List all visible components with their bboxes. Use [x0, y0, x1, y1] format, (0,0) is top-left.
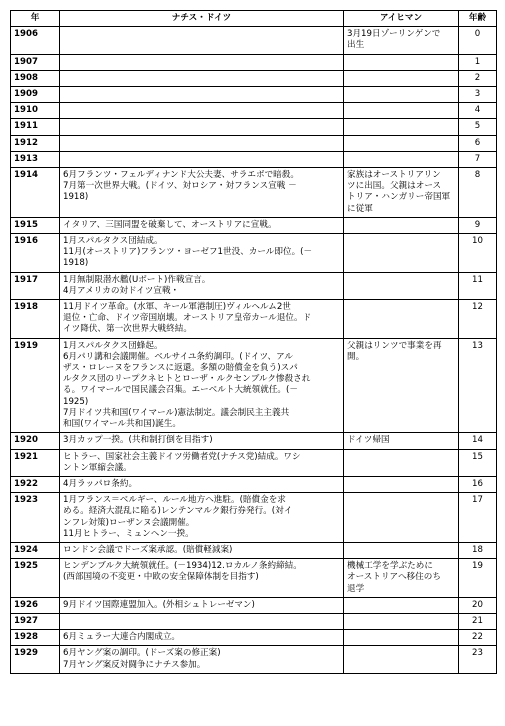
year-cell: 1921	[11, 449, 60, 476]
age-cell: 2	[459, 70, 497, 86]
nazi-germany-cell	[60, 87, 344, 103]
year-cell: 1927	[11, 613, 60, 629]
year-cell: 1910	[11, 103, 60, 119]
eichmann-cell: ドイツ帰国	[344, 433, 459, 449]
age-cell: 14	[459, 433, 497, 449]
nazi-germany-cell	[60, 103, 344, 119]
nazi-germany-cell: 1月フランス＝ベルギー、ルール地方へ進駐。(賠償金を求 める。経済大混乱に陥る)レンテンマルク銀行券発行。(対イ ンフレ対策)ローザンヌ会議開催。 11月ヒトラー、ミュンヘン一揆。	[60, 493, 344, 543]
year-cell: 1911	[11, 119, 60, 135]
table-row	[11, 70, 497, 86]
age-cell: 12	[459, 300, 497, 339]
nazi-germany-cell: ロンドン会議でドーズ案承認。(賠償軽減案)	[60, 542, 344, 558]
nazi-germany-cell: 9月ドイツ国際連盟加入。(外相シュトレーゼマン)	[60, 597, 344, 613]
table-row	[11, 234, 497, 273]
table-row	[11, 119, 497, 135]
table-row	[11, 272, 497, 299]
year-cell: 1913	[11, 151, 60, 167]
eichmann-cell: 家族はオーストリアリン ツに出国。父親はオース トリア・ハンガリー帝国軍 に従軍	[344, 168, 459, 218]
timeline-table	[10, 10, 497, 674]
header-age: 年齢	[459, 11, 497, 27]
header-eichmann: アイヒマン	[344, 11, 459, 27]
table-row	[11, 613, 497, 629]
age-cell: 6	[459, 135, 497, 151]
nazi-germany-cell	[60, 70, 344, 86]
header-nazi-germany: ナチス・ドイツ	[60, 11, 344, 27]
eichmann-cell	[344, 54, 459, 70]
year-cell: 1925	[11, 559, 60, 598]
age-cell: 5	[459, 119, 497, 135]
eichmann-cell	[344, 646, 459, 673]
eichmann-cell	[344, 87, 459, 103]
eichmann-cell	[344, 476, 459, 492]
table-row	[11, 300, 497, 339]
table-row	[11, 103, 497, 119]
eichmann-cell	[344, 135, 459, 151]
eichmann-cell	[344, 103, 459, 119]
eichmann-cell	[344, 70, 459, 86]
nazi-germany-cell: ヒトラー、国家社会主義ドイツ労働者党(ナチス党)結成。ワシ ントン軍縮会議。	[60, 449, 344, 476]
table-row	[11, 597, 497, 613]
table-row	[11, 135, 497, 151]
table-row	[11, 476, 497, 492]
nazi-germany-cell	[60, 151, 344, 167]
header-row	[11, 11, 497, 27]
year-cell: 1918	[11, 300, 60, 339]
nazi-germany-cell	[60, 54, 344, 70]
year-cell: 1919	[11, 338, 60, 433]
year-cell: 1926	[11, 597, 60, 613]
eichmann-cell	[344, 300, 459, 339]
age-cell: 1	[459, 54, 497, 70]
table-row	[11, 87, 497, 103]
timeline-body	[11, 27, 497, 674]
table-row	[11, 493, 497, 543]
age-cell: 7	[459, 151, 497, 167]
table-row	[11, 630, 497, 646]
nazi-germany-cell: 6月フランツ・フェルディナンド大公夫妻、サラエボで暗殺。 7月第一次世界大戦。(ドイツ、対ロシア・対フランス宣戦 － 1918)	[60, 168, 344, 218]
table-row	[11, 54, 497, 70]
table-row	[11, 433, 497, 449]
nazi-germany-cell	[60, 135, 344, 151]
eichmann-cell	[344, 613, 459, 629]
age-cell: 15	[459, 449, 497, 476]
age-cell: 18	[459, 542, 497, 558]
year-cell: 1923	[11, 493, 60, 543]
year-cell: 1909	[11, 87, 60, 103]
eichmann-cell	[344, 449, 459, 476]
age-cell: 17	[459, 493, 497, 543]
eichmann-cell	[344, 119, 459, 135]
year-cell: 1924	[11, 542, 60, 558]
age-cell: 23	[459, 646, 497, 673]
nazi-germany-cell: 6月ヤング案の調印。(ドーズ案の修正案) 7月ヤング案反対闘争にナチス参加。	[60, 646, 344, 673]
year-cell: 1916	[11, 234, 60, 273]
eichmann-cell	[344, 217, 459, 233]
age-cell: 10	[459, 234, 497, 273]
nazi-germany-cell: 1月スパルタクス団結成。 11月(オーストリア)フランツ・ヨーゼフ1世没、カール即位。(－ 1918)	[60, 234, 344, 273]
year-cell: 1917	[11, 272, 60, 299]
year-cell: 1906	[11, 27, 60, 54]
age-cell: 13	[459, 338, 497, 433]
table-row	[11, 559, 497, 598]
age-cell: 4	[459, 103, 497, 119]
year-cell: 1908	[11, 70, 60, 86]
table-row	[11, 151, 497, 167]
nazi-germany-cell: 6月ミュラー大連合内閣成立。	[60, 630, 344, 646]
age-cell: 20	[459, 597, 497, 613]
age-cell: 16	[459, 476, 497, 492]
nazi-germany-cell: 4月ラッパロ条約。	[60, 476, 344, 492]
table-row	[11, 27, 497, 54]
nazi-germany-cell	[60, 27, 344, 54]
year-cell: 1929	[11, 646, 60, 673]
eichmann-cell	[344, 272, 459, 299]
eichmann-cell	[344, 630, 459, 646]
eichmann-cell: 3月19日ゾーリンゲンで 出生	[344, 27, 459, 54]
table-row	[11, 217, 497, 233]
age-cell: 3	[459, 87, 497, 103]
eichmann-cell	[344, 234, 459, 273]
table-row	[11, 449, 497, 476]
table-row	[11, 338, 497, 433]
age-cell: 21	[459, 613, 497, 629]
eichmann-cell: 機械工学を学ぶために オーストリアへ移住のち 退学	[344, 559, 459, 598]
eichmann-cell	[344, 597, 459, 613]
year-cell: 1928	[11, 630, 60, 646]
year-cell: 1920	[11, 433, 60, 449]
age-cell: 11	[459, 272, 497, 299]
eichmann-cell: 父親はリンツで事業を再 開。	[344, 338, 459, 433]
nazi-germany-cell: イタリア、三国同盟を破棄して、オーストリアに宣戦。	[60, 217, 344, 233]
eichmann-cell	[344, 542, 459, 558]
header-year: 年	[11, 11, 60, 27]
table-row	[11, 168, 497, 218]
age-cell: 22	[459, 630, 497, 646]
nazi-germany-cell	[60, 119, 344, 135]
nazi-germany-cell: ヒンデンブルク大統領就任。(－1934)12.ロカルノ条約締結。 (西部国境の不変更・中欧の安全保障体制を目指す)	[60, 559, 344, 598]
year-cell: 1922	[11, 476, 60, 492]
nazi-germany-cell: 1月無制限潜水艦(Uボート)作戦宣言。 4月アメリカの対ドイツ宣戦・	[60, 272, 344, 299]
age-cell: 19	[459, 559, 497, 598]
age-cell: 8	[459, 168, 497, 218]
table-row	[11, 646, 497, 673]
eichmann-cell	[344, 151, 459, 167]
nazi-germany-cell: 3月カップ一揆。(共和制打倒を目指す)	[60, 433, 344, 449]
nazi-germany-cell: 11月ドイツ革命。(水軍、キール軍港制圧)ヴィルヘルム2世 退位・亡命、ドイツ帝国崩壊。オーストリア皇帝カール退位。ド イツ降伏、第一次世界大戦終結。	[60, 300, 344, 339]
age-cell: 0	[459, 27, 497, 54]
eichmann-cell	[344, 493, 459, 543]
nazi-germany-cell	[60, 613, 344, 629]
year-cell: 1907	[11, 54, 60, 70]
table-row	[11, 542, 497, 558]
age-cell: 9	[459, 217, 497, 233]
nazi-germany-cell: 1月スパルタクス団蜂起。 6月パリ講和会議開催。ベルサイユ条約調印。(ドイツ、アル ザス・ロレーヌをフランスに返還。多額の賠償金を負う)スパ ルタクス団のリープクネヒトとローザ・ルクセンブルク惨殺され る。ワイマールで国民議会召集。エーベルト大統領就任。(－ 1925) 7月ドイツ共和国(ワイマール)憲法制定。議会制民主主義共 和国(ワイマール共和国)誕生。	[60, 338, 344, 433]
year-cell: 1915	[11, 217, 60, 233]
year-cell: 1914	[11, 168, 60, 218]
year-cell: 1912	[11, 135, 60, 151]
